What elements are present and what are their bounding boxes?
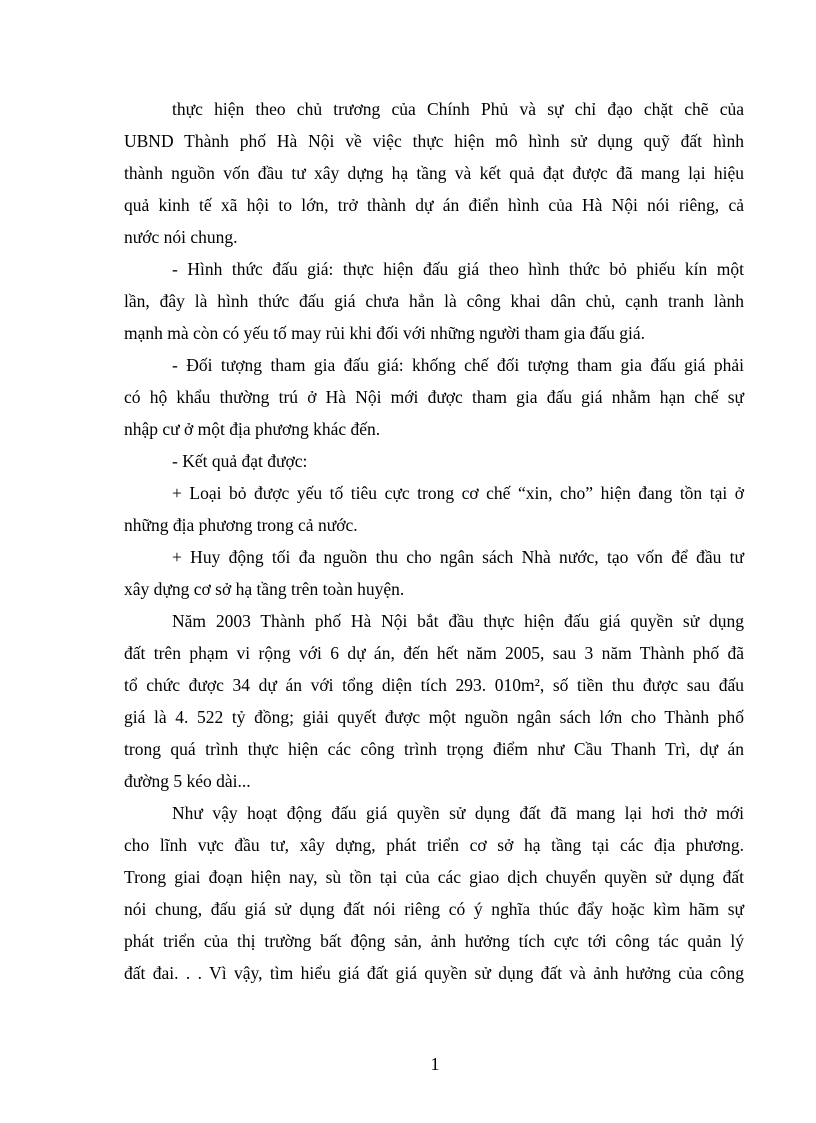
text-line: quả kinh tế xã hội to lớn, trở thành dự án điển hình của Hà Nội nói riêng, cả bbox=[124, 195, 744, 215]
text-line: xây dựng cơ sở hạ tầng trên toàn huyện. bbox=[124, 579, 405, 599]
paragraph bbox=[124, 253, 744, 349]
text-line: + Huy động tối đa nguồn thu cho ngân sách Nhà nước, tạo vốn để đầu tư bbox=[172, 547, 744, 567]
text-line: - Đối tượng tham gia đấu giá: khống chế đối tượng tham gia đấu giá phải bbox=[172, 355, 744, 375]
paragraph bbox=[124, 349, 744, 445]
text-line: có hộ khẩu thường trú ở Hà Nội mới được tham gia đấu giá nhằm hạn chế sự bbox=[124, 387, 744, 407]
text-line: UBND Thành phố Hà Nội về việc thực hiện mô hình sử dụng quỹ đất hình bbox=[124, 131, 744, 151]
text-line: những địa phương trong cả nước. bbox=[124, 515, 358, 535]
text-line: đất đai. . . Vì vậy, tìm hiểu giá đất giá quyền sử dụng đất và ảnh hưởng của công bbox=[124, 963, 744, 983]
text-line: Trong giai đoạn hiện nay, sù tồn tại của các giao dịch chuyển quyền sử dụng đất bbox=[124, 867, 744, 887]
paragraph bbox=[124, 541, 744, 605]
paragraph bbox=[124, 477, 744, 541]
text-line: nước nói chung. bbox=[124, 227, 238, 247]
text-line: đất trên phạm vi rộng với 6 dự án, đến hết năm 2005, sau 3 năm Thành phố đã bbox=[124, 643, 744, 663]
text-line: thực hiện theo chủ trương của Chính Phủ và sự chỉ đạo chặt chẽ của bbox=[172, 99, 744, 119]
text-line: nhập cư ở một địa phương khác đến. bbox=[124, 419, 381, 439]
text-line: mạnh mà còn có yếu tố may rủi khi đối với những người tham gia đấu giá. bbox=[124, 323, 646, 343]
paragraph bbox=[124, 605, 744, 797]
text-line: + Loại bỏ được yếu tố tiêu cực trong cơ chế “xin, cho” hiện đang tồn tại ở bbox=[172, 483, 744, 503]
text-line: phát triển của thị trường bất động sản, ảnh hưởng tích cực tới công tác quản lý bbox=[124, 931, 744, 951]
text-line: cho lĩnh vực đầu tư, xây dựng, phát triển cơ sở hạ tầng tại các địa phương. bbox=[124, 835, 744, 855]
text-line: lần, đây là hình thức đấu giá chưa hẳn là công khai dân chủ, cạnh tranh lành bbox=[124, 291, 744, 311]
text-line: Năm 2003 Thành phố Hà Nội bắt đầu thực hiện đấu giá quyền sử dụng bbox=[172, 611, 744, 631]
text-line: trong quá trình thực hiện các công trình trọng điểm như Cầu Thanh Trì, dự án bbox=[124, 739, 744, 759]
text-line: nói chung, đấu giá sử dụng đất nói riêng có ý nghĩa thúc đẩy hoặc kìm hãm sự bbox=[124, 899, 744, 919]
body-text bbox=[124, 93, 744, 989]
page-number: 1 bbox=[430, 1054, 440, 1074]
text-line: - Kết quả đạt được: bbox=[172, 451, 308, 471]
text-line: thành nguồn vốn đầu tư xây dựng hạ tầng và kết quả đạt được đã mang lại hiệu bbox=[124, 163, 744, 183]
paragraph bbox=[124, 797, 744, 989]
text-line: - Hình thức đấu giá: thực hiện đấu giá theo hình thức bỏ phiếu kín một bbox=[172, 259, 744, 279]
text-line: giá là 4. 522 tỷ đồng; giải quyết được một nguồn ngân sách lớn cho Thành phố bbox=[124, 707, 744, 727]
paragraph bbox=[124, 93, 744, 253]
paragraph bbox=[124, 445, 744, 477]
text-line: đường 5 kéo dài... bbox=[124, 771, 251, 791]
text-line: tổ chức được 34 dự án với tổng diện tích 293. 010m², số tiền thu được sau đấu bbox=[124, 675, 744, 695]
text-line: Như vậy hoạt động đấu giá quyền sử dụng đất đã mang lại hơi thở mới bbox=[172, 803, 744, 823]
